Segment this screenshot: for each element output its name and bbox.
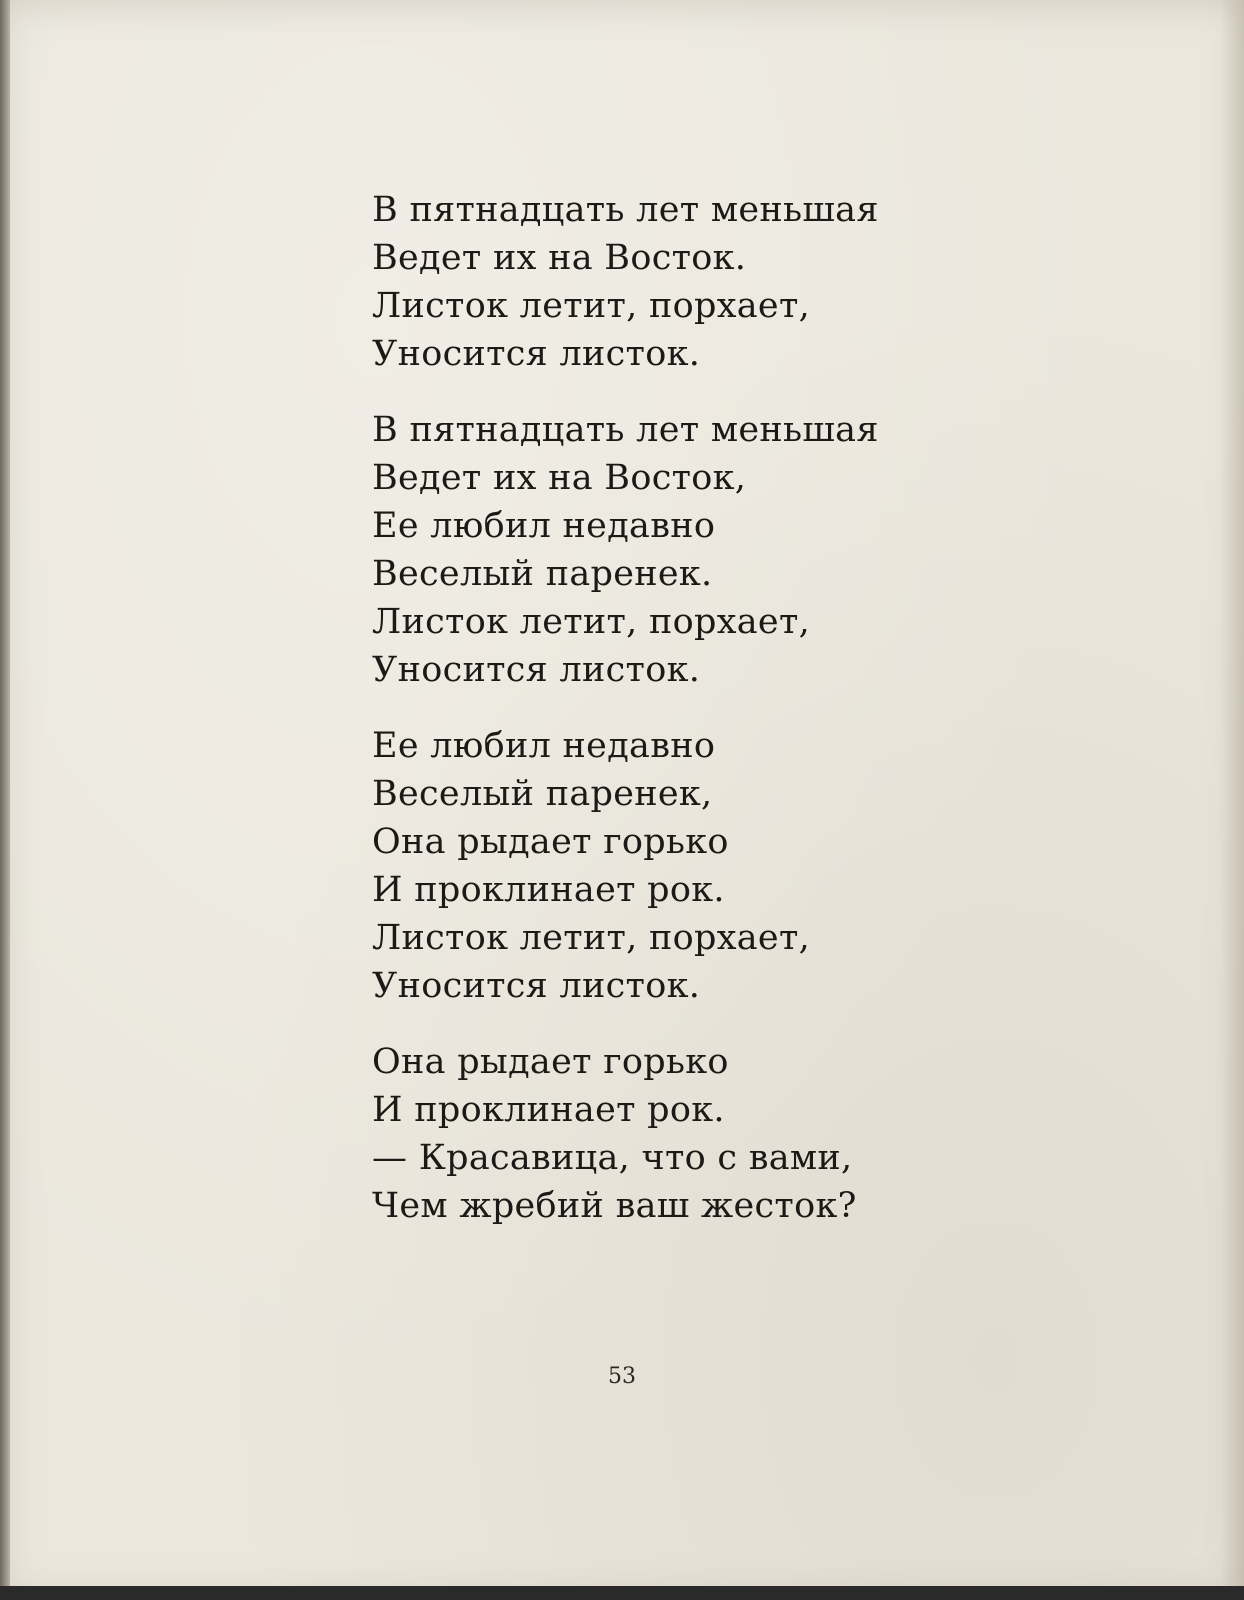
poem-line: И проклинает рок. — [372, 870, 725, 910]
stanza-1 — [372, 186, 932, 378]
page-spine-shadow — [0, 0, 10, 1600]
poem-line: Уносится листок. — [372, 334, 701, 374]
poem-line: В пятнадцать лет меньшая — [372, 410, 879, 450]
poem-line: Она рыдает горько — [372, 822, 729, 862]
poem-line: Ведет их на Восток, — [372, 458, 747, 498]
poem-line: Ее любил недавно — [372, 726, 716, 766]
poem-line: Уносится листок. — [372, 650, 701, 690]
poem-line: В пятнадцать лет меньшая — [372, 190, 879, 230]
poem-line: Ведет их на Восток. — [372, 238, 747, 278]
poem-line: Листок летит, порхает, — [372, 602, 811, 642]
poem-line: — Красавица, что с вами, — [372, 1138, 853, 1178]
stanza-4 — [372, 1038, 932, 1230]
poem-line: Чем жребий ваш жесток? — [372, 1186, 857, 1226]
scan-bottom-border — [0, 1586, 1244, 1600]
poem-text — [372, 186, 932, 1258]
page-edge-shadow — [1220, 0, 1244, 1600]
poem-line: Веселый паренек. — [372, 554, 713, 594]
poem-line: Она рыдает горько — [372, 1042, 729, 1082]
poem-line: Листок летит, порхает, — [372, 286, 811, 326]
stanza-3 — [372, 722, 932, 1010]
page-number: 53 — [608, 1364, 636, 1389]
poem-line: Веселый паренек, — [372, 774, 713, 814]
poem-line: Уносится листок. — [372, 966, 701, 1006]
stanza-2 — [372, 406, 932, 694]
poem-line: Ее любил недавно — [372, 506, 716, 546]
poem-line: И проклинает рок. — [372, 1090, 725, 1130]
poem-line: Листок летит, порхает, — [372, 918, 811, 958]
